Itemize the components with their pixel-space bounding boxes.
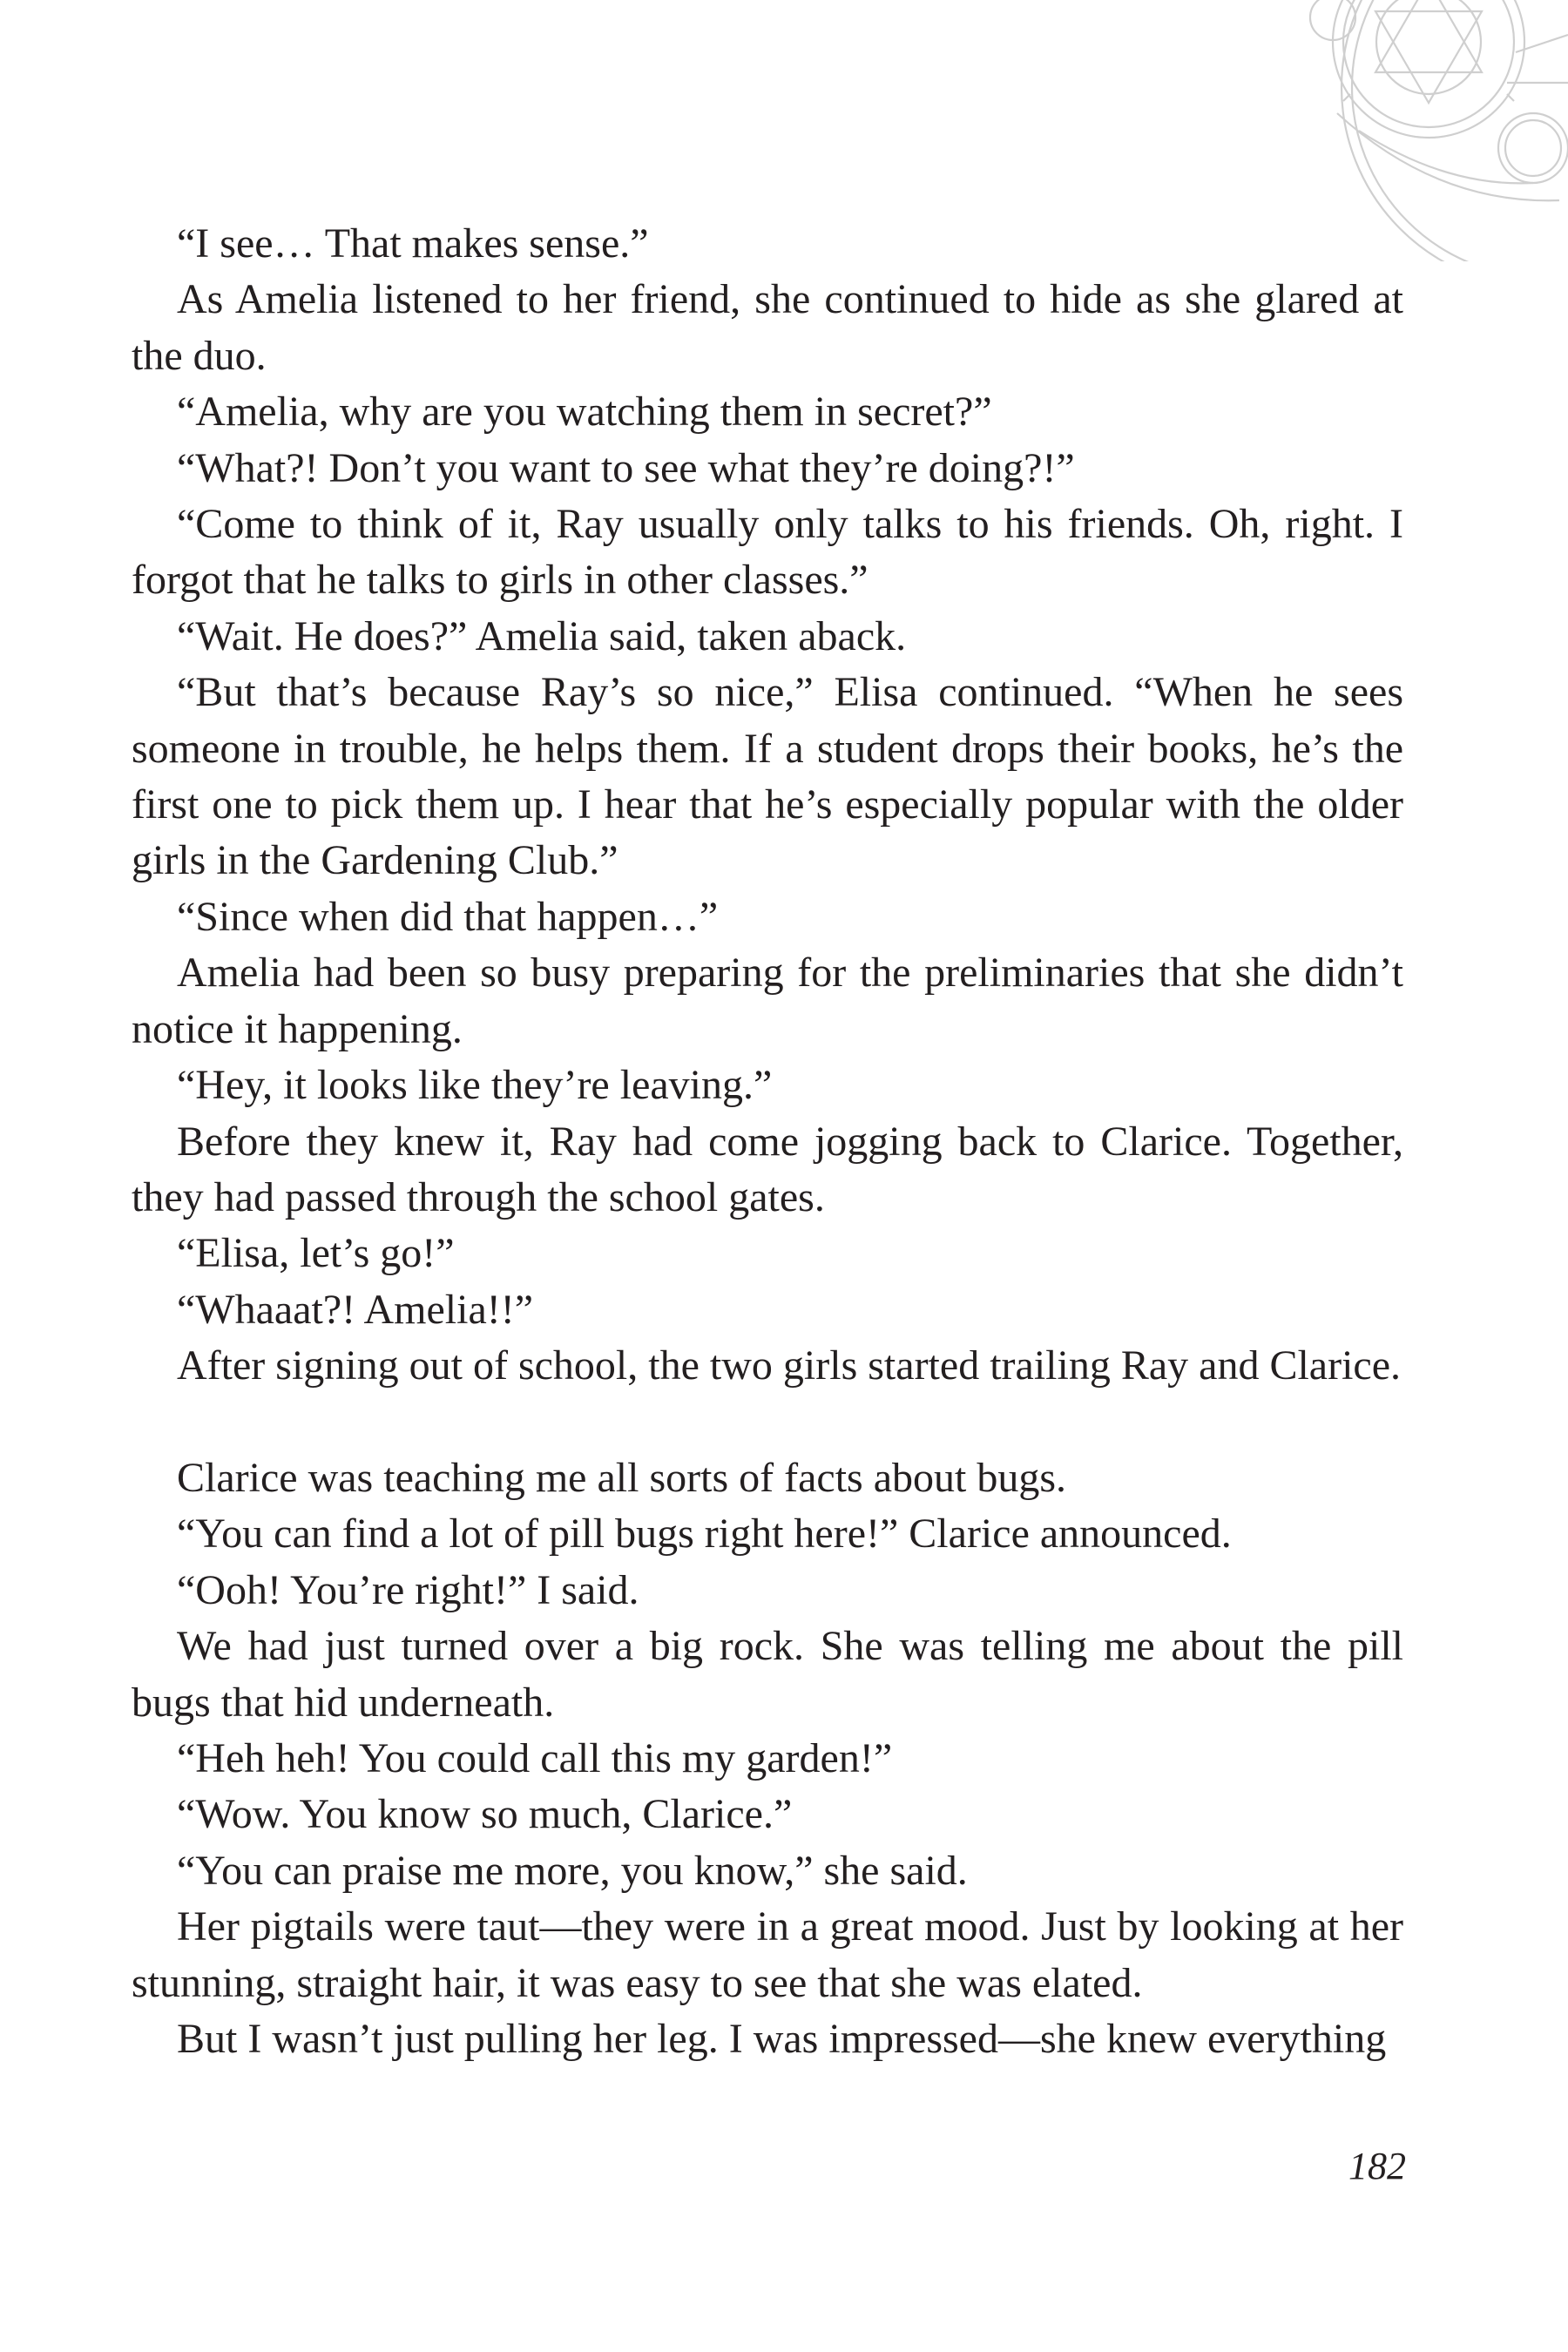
paragraph: “Whaaat?! Amelia!!” bbox=[177, 1286, 534, 1333]
page-number: 182 bbox=[1348, 2145, 1406, 2187]
paragraph: “You can find a lot of pill bugs right here!” Clarice announced. bbox=[177, 1511, 1232, 1558]
paragraph: “I see… That makes sense.” bbox=[177, 220, 649, 267]
paragraph: Before they knew it, Ray had come jogging back to Clarice. Together, they had passed through the school gates. bbox=[132, 1118, 1403, 1220]
paragraph: “Come to think of it, Ray usually only talks to his friends. Oh, right. I forgot that he talks to girls in other classes.” bbox=[132, 501, 1403, 604]
paragraph: “Wait. He does?” Amelia said, taken aback. bbox=[177, 612, 907, 659]
paragraph: After signing out of school, the two girls started trailing Ray and Clarice. bbox=[177, 1342, 1402, 1389]
paragraph: But I wasn’t just pulling her leg. I was impressed—she knew everything bbox=[177, 2015, 1387, 2062]
paragraph: “Amelia, why are you watching them in secret?” bbox=[177, 389, 992, 436]
paragraph: Her pigtails were taut—they were in a great mood. Just by looking at her stunning, straight hair, it was easy to see that she was elated. bbox=[132, 1903, 1403, 2006]
paragraph: “Heh heh! You could call this my garden!” bbox=[177, 1734, 893, 1781]
paragraph: “Since when did that happen…” bbox=[177, 893, 719, 940]
paragraph: As Amelia listened to her friend, she continued to hide as she glared at the duo. bbox=[132, 276, 1403, 379]
paragraph: “Elisa, let’s go!” bbox=[177, 1230, 455, 1277]
body-text bbox=[132, 216, 1403, 2067]
paragraph: “But that’s because Ray’s so nice,” Elisa continued. “When he sees someone in trouble, he helps them. If a student drops their books, he’s the first one to pick them up. I hear that he’s especially popular with the older girls in the Gardening Club.” bbox=[132, 669, 1403, 884]
paragraph: “Ooh! You’re right!” I said. bbox=[177, 1566, 639, 1613]
paragraph: We had just turned over a big rock. She was telling me about the pill bugs that hid underneath. bbox=[132, 1623, 1403, 1726]
scene-break bbox=[132, 1395, 1403, 1450]
paragraph: Clarice was teaching me all sorts of facts about bugs. bbox=[177, 1454, 1067, 1501]
paragraph: Amelia had been so busy preparing for the preliminaries that she didn’t notice it happening. bbox=[132, 950, 1403, 1052]
paragraph: “Hey, it looks like they’re leaving.” bbox=[177, 1062, 773, 1109]
paragraph: “You can praise me more, you know,” she said. bbox=[177, 1847, 968, 1894]
paragraph: “What?! Don’t you want to see what they’re doing?!” bbox=[177, 444, 1075, 491]
paragraph: “Wow. You know so much, Clarice.” bbox=[177, 1791, 793, 1838]
